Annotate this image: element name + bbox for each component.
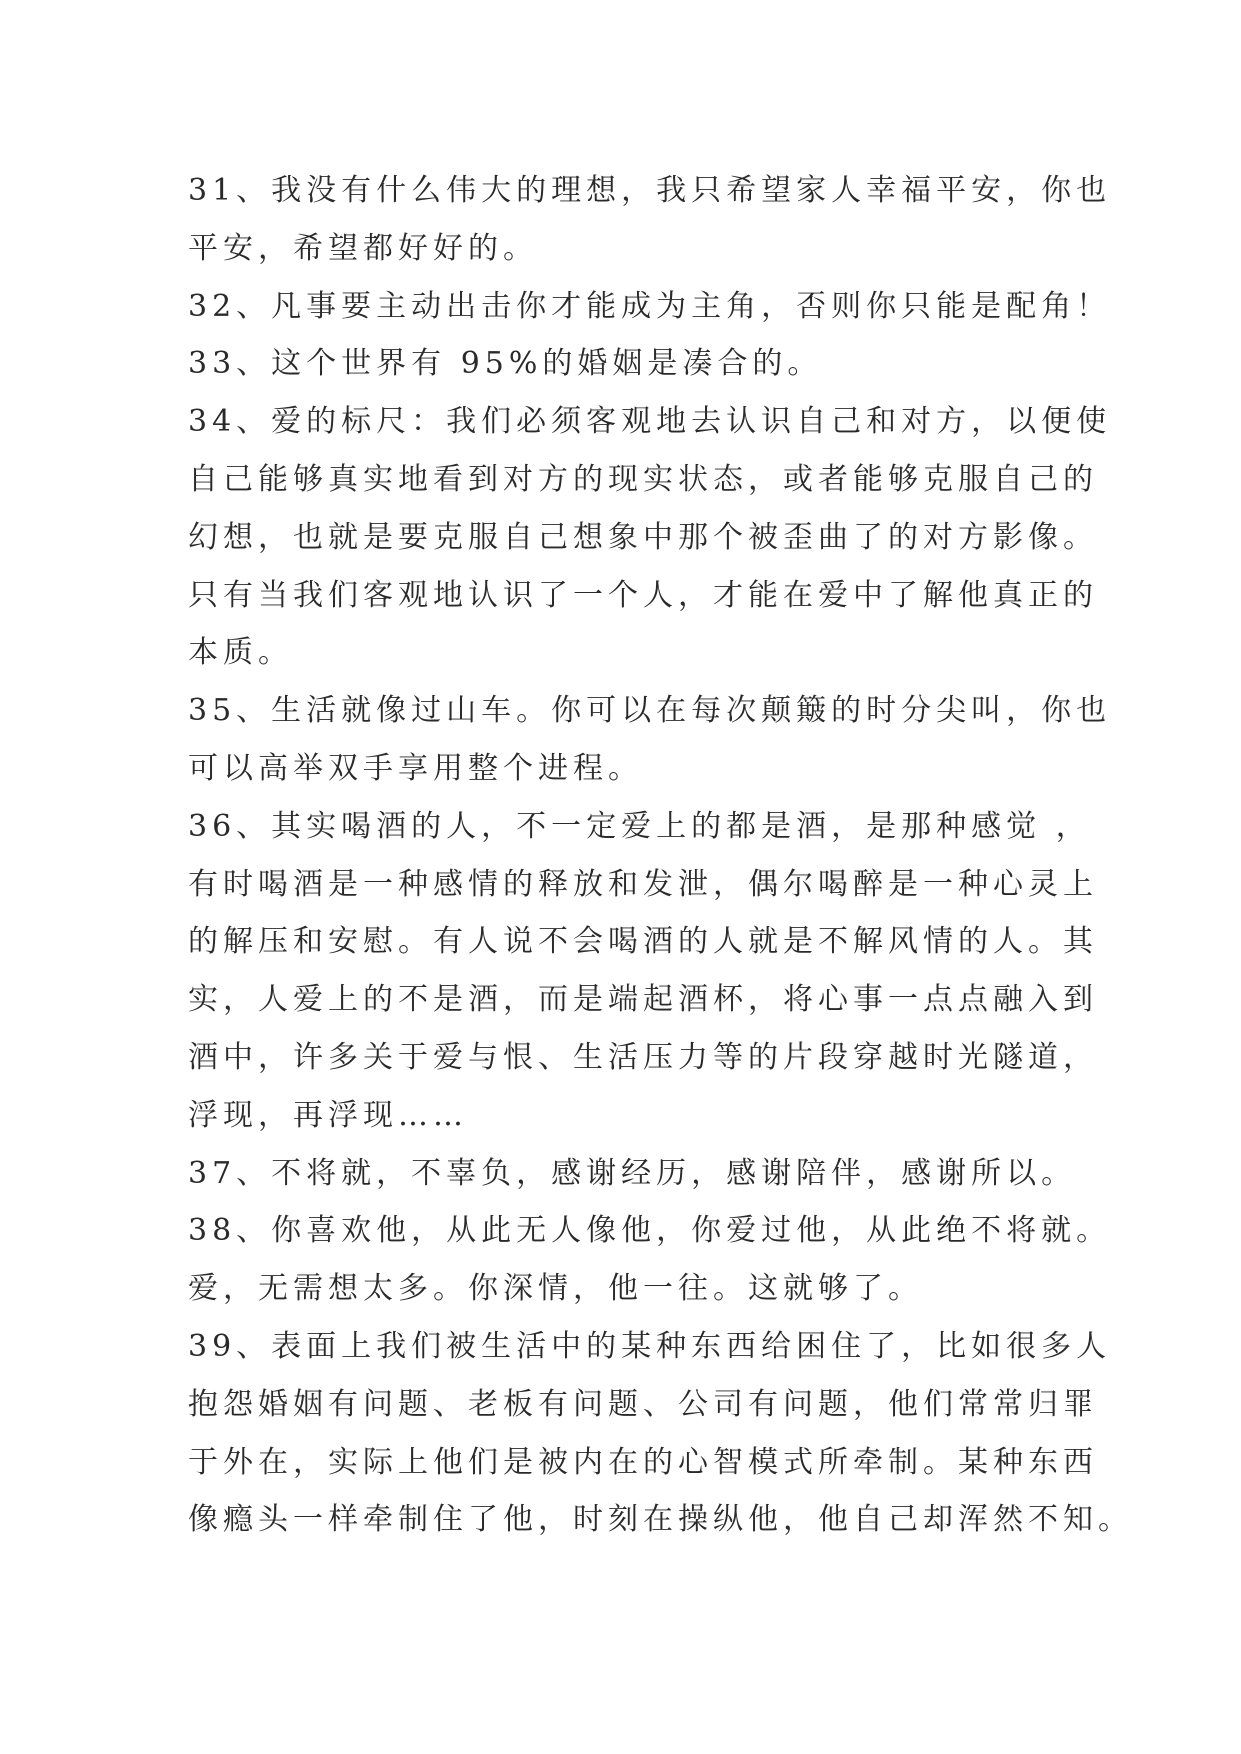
- text-line: 只有当我们客观地认识了一个人，才能在爱中了解他真正的: [188, 577, 1098, 613]
- text-line: 有时喝酒是一种感情的释放和发泄，偶尔喝醉是一种心灵上: [188, 866, 1098, 902]
- text-line: 本质。: [188, 635, 293, 671]
- text-line: 的解压和安慰。有人说不会喝酒的人就是不解风情的人。其: [188, 924, 1098, 960]
- text-line: 自己能够真实地看到对方的现实状态，或者能够克服自己的: [188, 461, 1098, 497]
- text-line: 35、生活就像过山车。你可以在每次颠簸的时分尖叫，你也: [188, 693, 1112, 729]
- text-line: 38、你喜欢他，从此无人像他，你爱过他，从此绝不将就。: [188, 1213, 1112, 1249]
- text-line: 幻想，也就是要克服自己想象中那个被歪曲了的对方影像。: [188, 519, 1098, 555]
- text-line: 平安，希望都好好的。: [188, 230, 538, 266]
- text-line: 31、我没有什么伟大的理想，我只希望家人幸福平安，你也: [188, 173, 1112, 208]
- text-line: 37、不将就，不辜负，感谢经历，感谢陪伴，感谢所以。: [188, 1155, 1077, 1191]
- text-line: 可以高举双手享用整个进程。: [188, 750, 643, 786]
- text-line: 抱怨婚姻有问题、老板有问题、公司有问题，他们常常归罪: [188, 1386, 1098, 1422]
- document-body: [188, 162, 1133, 1549]
- text-line: 爱，无需想太多。你深情，他一往。这就够了。: [188, 1271, 923, 1307]
- text-line: 酒中，许多关于爱与恨、生活压力等的片段穿越时光隧道，: [188, 1039, 1098, 1075]
- text-line: 34、爱的标尺：我们必须客观地去认识自己和对方，以便使: [188, 404, 1112, 440]
- text-line: 33、这个世界有 95%的婚姻是凑合的。: [188, 346, 823, 382]
- text-line: 实，人爱上的不是酒，而是端起酒杯，将心事一点点融入到: [188, 982, 1098, 1018]
- text-line: 32、凡事要主动出击你才能成为主角，否则你只能是配角！: [188, 288, 1112, 324]
- text-line: 像瘾头一样牵制住了他，时刻在操纵他，他自己却浑然不知。: [188, 1502, 1133, 1538]
- text-line: 39、表面上我们被生活中的某种东西给困住了，比如很多人: [188, 1328, 1112, 1364]
- text-line: 于外在，实际上他们是被内在的心智模式所牵制。某种东西: [188, 1444, 1098, 1480]
- text-line: 浮现，再浮现……: [188, 1097, 468, 1133]
- text-line: 36、其实喝酒的人，不一定爱上的都是酒，是那种感觉 ，: [188, 808, 1091, 844]
